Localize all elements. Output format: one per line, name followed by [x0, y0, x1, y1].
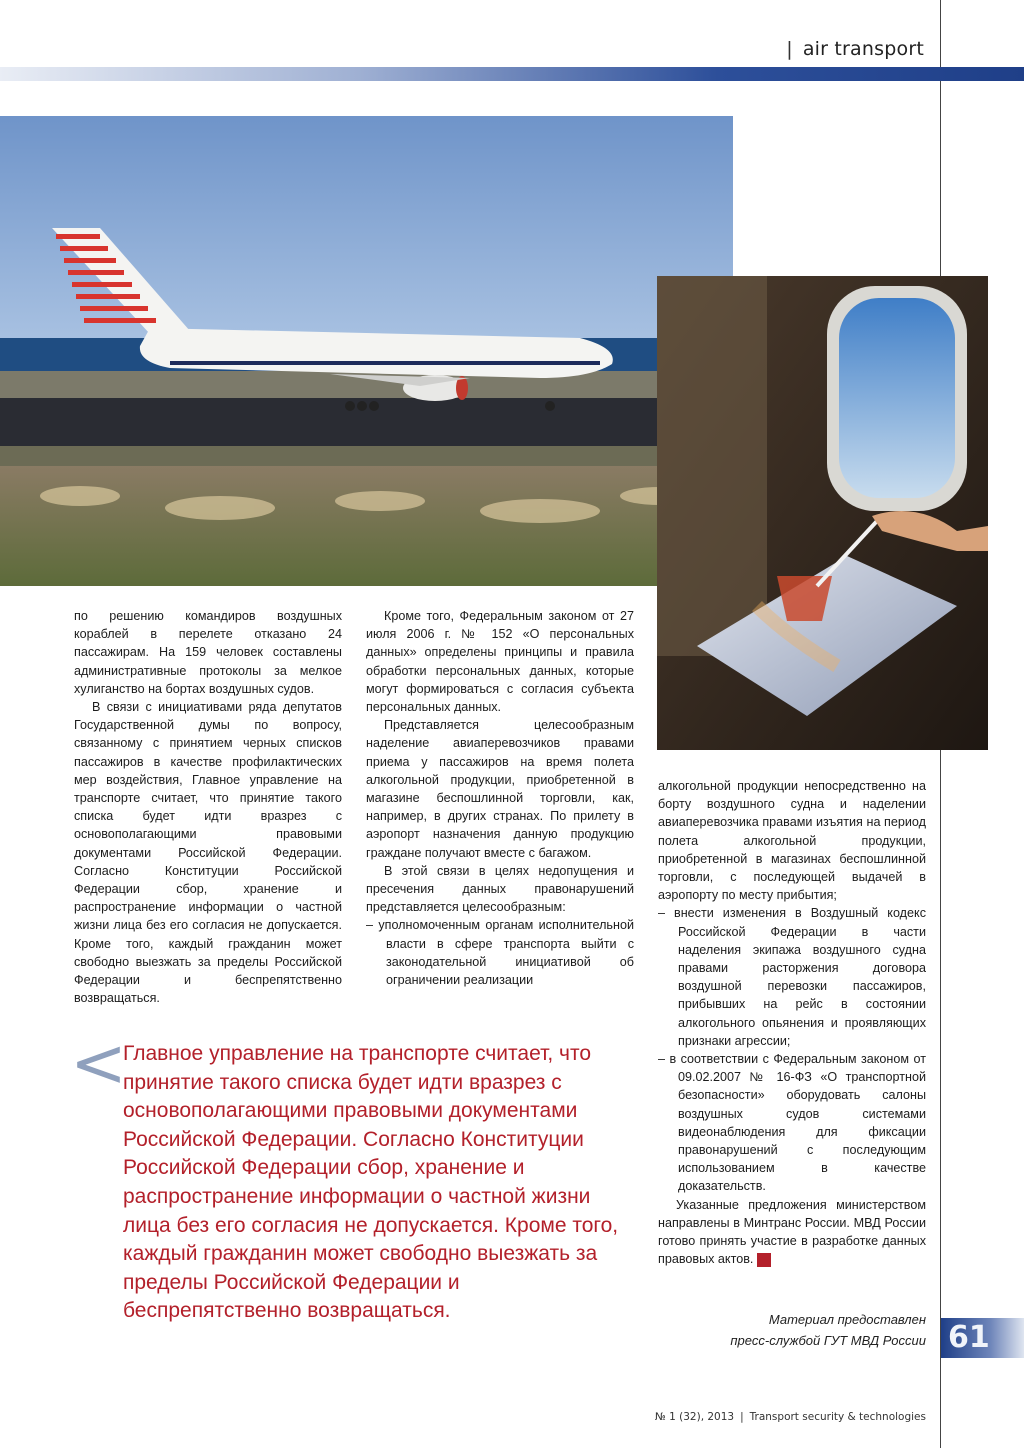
cabin-window-photo: [657, 276, 988, 750]
closing-text: Указанные предложения министерством направлены в Минтранс России. МВД России готово принять участие в разработке данных правовых актов.: [658, 1197, 926, 1267]
section-title: air transport: [802, 38, 924, 60]
page-number: 61: [948, 1320, 990, 1355]
issue-label: № 1 (32), 2013: [654, 1411, 735, 1423]
list-item: – внести изменения в Воздушный кодекс Российской Федерации в части наделения экипажа воздушного судна правами расторжения договора воздушной перевозки пассажиров, прибывших на рейс в состоянии алкогольного опьянения и проявляющих признаки агрессии;: [658, 906, 926, 1048]
paragraph: В связи с инициативами ряда депутатов Государственной думы по вопросу, связанному с принятием черных списков пассажиров в качестве профилактических мер воздействия, Главное управление на транспорте считает, что принятие такого списка будет идти вразрез с основополагающими правовыми документами Российской Федерации. Согласно Конституции Российской Федерации сбор, хранение и распространение информации о частной жизни лица без его согласия не допускается. Кроме того, каждый гражданин может свободно выезжать за пределы Российской Федерации и беспрепятственно возвращаться.: [74, 700, 342, 1006]
photo-credit: [730, 1309, 926, 1351]
list-item: – в соответствии с Федеральным законом от 09.02.2007 № 16-ФЗ «О транспортной безопасности» оборудовать салоны воздушных судов системами видеонаблюдения для фиксации правонарушений с последующим использованием в качестве доказательств.: [658, 1052, 926, 1194]
magazine-title: Transport security & technologies: [749, 1411, 926, 1423]
credit-line-1: Материал предоставлен: [768, 1312, 926, 1327]
paragraph: [658, 1196, 926, 1269]
list-item: – уполномоченным органам исполнительной власти в сфере транспорта выйти с законодательной инициативой об ограничении реализации: [366, 918, 634, 988]
paragraph: Представляется целесообразным наделение авиаперевозчиков правами приема у пассажиров на время полета алкогольной продукции, приобретенной в магазине беспошлинной торговли, как, например, в других странах. По прилету в аэропорт назначения данную продукцию граждане получают вместе с багажом.: [366, 718, 634, 860]
header-band: [0, 67, 1024, 81]
airplane-photo: [0, 116, 733, 586]
paragraph: В этой связи в целях недопущения и пресечения данных правонарушений представляется целесообразным:: [366, 863, 634, 915]
section-label: [786, 38, 924, 60]
footer: [655, 1411, 926, 1423]
paragraph: по решению командиров воздушных кораблей в перелете отказано 24 пассажирам. На 159 человек составлены административные протоколы за мелкое хулиганство на бортах воздушных судов.: [74, 609, 342, 696]
quote-mark-icon: <: [70, 1024, 127, 1103]
article-column-2: [366, 607, 634, 989]
article-column-1: [74, 607, 342, 1007]
article-column-3: [658, 777, 926, 1268]
credit-line-2: пресс-службой ГУТ МВД России: [730, 1333, 926, 1348]
magazine-logo-icon: ТБ: [757, 1253, 771, 1267]
section-divider: |: [786, 38, 793, 60]
footer-separator: |: [740, 1411, 744, 1423]
paragraph: Кроме того, Федеральным законом от 27 июля 2006 г. № 152 «О персональных данных» определены принципы и правила обработки персональных данных, которые могут формироваться с согласия субъекта персональных данных.: [366, 609, 634, 715]
paragraph: алкогольной продукции непосредственно на борту воздушного судна и наделении авиаперевозчика правами изъятия на период полета алкогольной продукции, приобретенной в магазинах беспошлинной торговли, с последующей выдачей в аэропорту по месту прибытия;: [658, 779, 926, 903]
pull-quote: Главное управление на транспорте считает, что принятие такого списка будет идти вразрез с основополагающими правовыми документами Российской Федерации. Согласно Конституции Российской Федерации сбор, хранение и распространение информации о частной жизни лица без его согласия не допускается. Кроме того, каждый гражданин может свободно выезжать за пределы Российской Федерации и беспрепятственно возвращаться.: [123, 1042, 619, 1323]
